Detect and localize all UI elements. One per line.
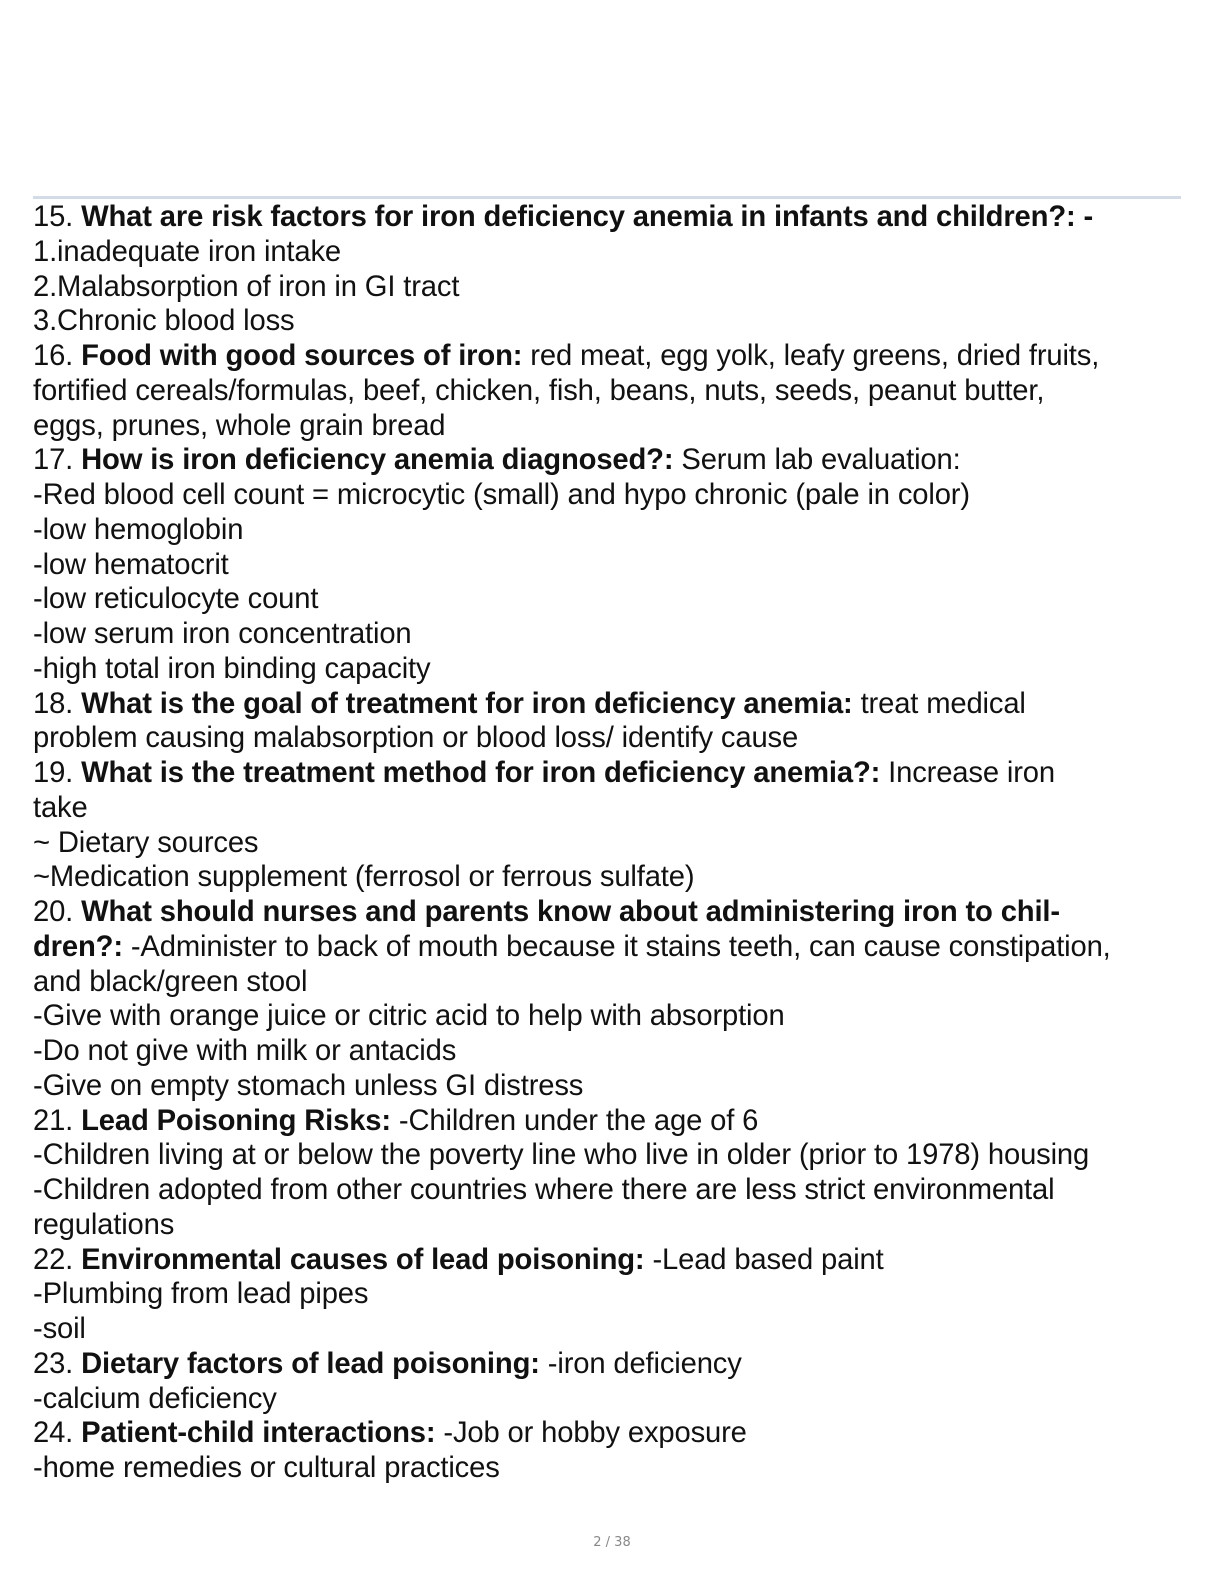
line-text: 20.: [33, 896, 82, 928]
line-text: -iron deficiency: [539, 1347, 742, 1380]
question-label: How is iron deficiency anemia diagnosed?:: [81, 444, 674, 477]
text-line: [33, 443, 1193, 478]
question-label: dren?:: [33, 930, 123, 963]
text-line: [33, 1034, 1193, 1069]
question-label: What is the goal of treatment for iron deficiency anemia:: [81, 687, 853, 720]
line-text: 24.: [33, 1417, 82, 1450]
text-line: [33, 999, 1193, 1034]
text-line: [33, 548, 1193, 583]
line-text: -high total iron binding capacity: [33, 652, 431, 685]
line-text: 1.inadequate iron intake: [33, 235, 341, 268]
line-text: regulations: [33, 1208, 175, 1241]
line-text: 23.: [33, 1347, 82, 1380]
text-line: [33, 930, 1193, 965]
question-label: Patient-child interactions:: [81, 1417, 436, 1450]
line-text: 15.: [33, 201, 82, 233]
line-text: -Lead based paint: [644, 1243, 884, 1276]
line-text: -low serum iron concentration: [33, 618, 412, 650]
line-text: -calcium deficiency: [33, 1382, 277, 1415]
line-text: problem causing malabsorption or blood loss/ identify cause: [33, 722, 799, 755]
text-line: [33, 965, 1193, 1000]
line-text: -low reticulocyte count: [33, 583, 319, 616]
text-line: [33, 756, 1193, 791]
line-text: Serum lab evaluation:: [673, 444, 961, 477]
question-label: Food with good sources of iron:: [81, 340, 523, 372]
line-text: Increase iron: [880, 757, 1055, 789]
line-text: 3.Chronic blood loss: [33, 305, 295, 338]
line-text: and black/green stool: [33, 965, 308, 998]
text-line: [33, 1069, 1193, 1104]
line-text: treat medical: [852, 687, 1026, 720]
line-text: -Do not give with milk or antacids: [33, 1035, 457, 1067]
text-line: [33, 270, 1193, 305]
line-text: -Job or hobby exposure: [435, 1417, 747, 1450]
text-line: [33, 374, 1193, 409]
line-text: take: [33, 791, 88, 824]
document-body: [33, 200, 1193, 1486]
text-line: [33, 860, 1193, 895]
question-label: What are risk factors for iron deficiency anemia in infants and children?: -: [81, 201, 1094, 233]
question-label: What is the treatment method for iron deficiency anemia?:: [81, 757, 881, 789]
question-label: Lead Poisoning Risks:: [81, 1104, 391, 1137]
line-text: red meat, egg yolk, leafy greens, dried fruits,: [522, 340, 1100, 372]
text-line: [33, 1173, 1193, 1208]
text-line: [33, 721, 1193, 756]
line-text: -low hematocrit: [33, 548, 229, 581]
text-line: [33, 1243, 1193, 1278]
text-line: [33, 1312, 1193, 1347]
text-line: [33, 826, 1193, 861]
text-line: [33, 652, 1193, 687]
text-line: [33, 513, 1193, 548]
line-text: -Red blood cell count = microcytic (small) and hypo chronic (pale in color): [33, 479, 970, 511]
text-line: [33, 1208, 1193, 1243]
page-number: 2 / 38: [593, 1535, 631, 1550]
line-text: eggs, prunes, whole grain bread: [33, 409, 446, 442]
line-text: fortified cereals/formulas, beef, chicken, fish, beans, nuts, seeds, peanut butter,: [33, 374, 1045, 407]
question-label: Dietary factors of lead poisoning:: [81, 1347, 540, 1380]
question-label: Environmental causes of lead poisoning:: [81, 1243, 645, 1276]
line-text: -Children living at or below the poverty line who live in older (prior to 1978) housing: [33, 1139, 1090, 1172]
line-text: 21.: [33, 1104, 82, 1137]
text-line: [33, 304, 1193, 339]
line-text: -soil: [33, 1313, 86, 1345]
text-line: [33, 895, 1193, 930]
line-text: -Give with orange juice or citric acid to help with absorption: [33, 1000, 785, 1033]
text-line: [33, 200, 1193, 235]
text-line: [33, 1451, 1193, 1486]
text-line: [33, 235, 1193, 270]
line-text: 17.: [33, 444, 82, 477]
text-line: [33, 617, 1193, 652]
line-text: 19.: [33, 757, 82, 789]
header-divider: [33, 196, 1181, 199]
line-text: 16.: [33, 340, 82, 372]
text-line: [33, 1138, 1193, 1173]
line-text: 18.: [33, 687, 82, 720]
text-line: [33, 1382, 1193, 1417]
line-text: -low hemoglobin: [33, 513, 244, 546]
text-line: [33, 582, 1193, 617]
line-text: 22.: [33, 1243, 82, 1276]
text-line: [33, 687, 1193, 722]
text-line: [33, 478, 1193, 513]
line-text: -Children under the age of 6: [390, 1104, 759, 1137]
line-text: 2.Malabsorption of iron in GI tract: [33, 270, 460, 303]
line-text: -Children adopted from other countries where there are less strict environmental: [33, 1174, 1055, 1206]
text-line: [33, 409, 1193, 444]
text-line: [33, 1347, 1193, 1382]
line-text: -home remedies or cultural practices: [33, 1452, 500, 1484]
text-line: [33, 1277, 1193, 1312]
text-line: [33, 1416, 1193, 1451]
line-text: -Plumbing from lead pipes: [33, 1278, 369, 1311]
text-line: [33, 791, 1193, 826]
question-label: What should nurses and parents know about administering iron to chil-: [81, 896, 1060, 928]
line-text: -Give on empty stomach unless GI distress: [33, 1069, 584, 1102]
text-line: [33, 339, 1193, 374]
line-text: ~Medication supplement (ferrosol or ferrous sulfate): [33, 861, 695, 894]
text-line: [33, 1104, 1193, 1139]
line-text: -Administer to back of mouth because it stains teeth, can cause constipation,: [122, 930, 1111, 963]
line-text: ~ Dietary sources: [33, 826, 259, 859]
